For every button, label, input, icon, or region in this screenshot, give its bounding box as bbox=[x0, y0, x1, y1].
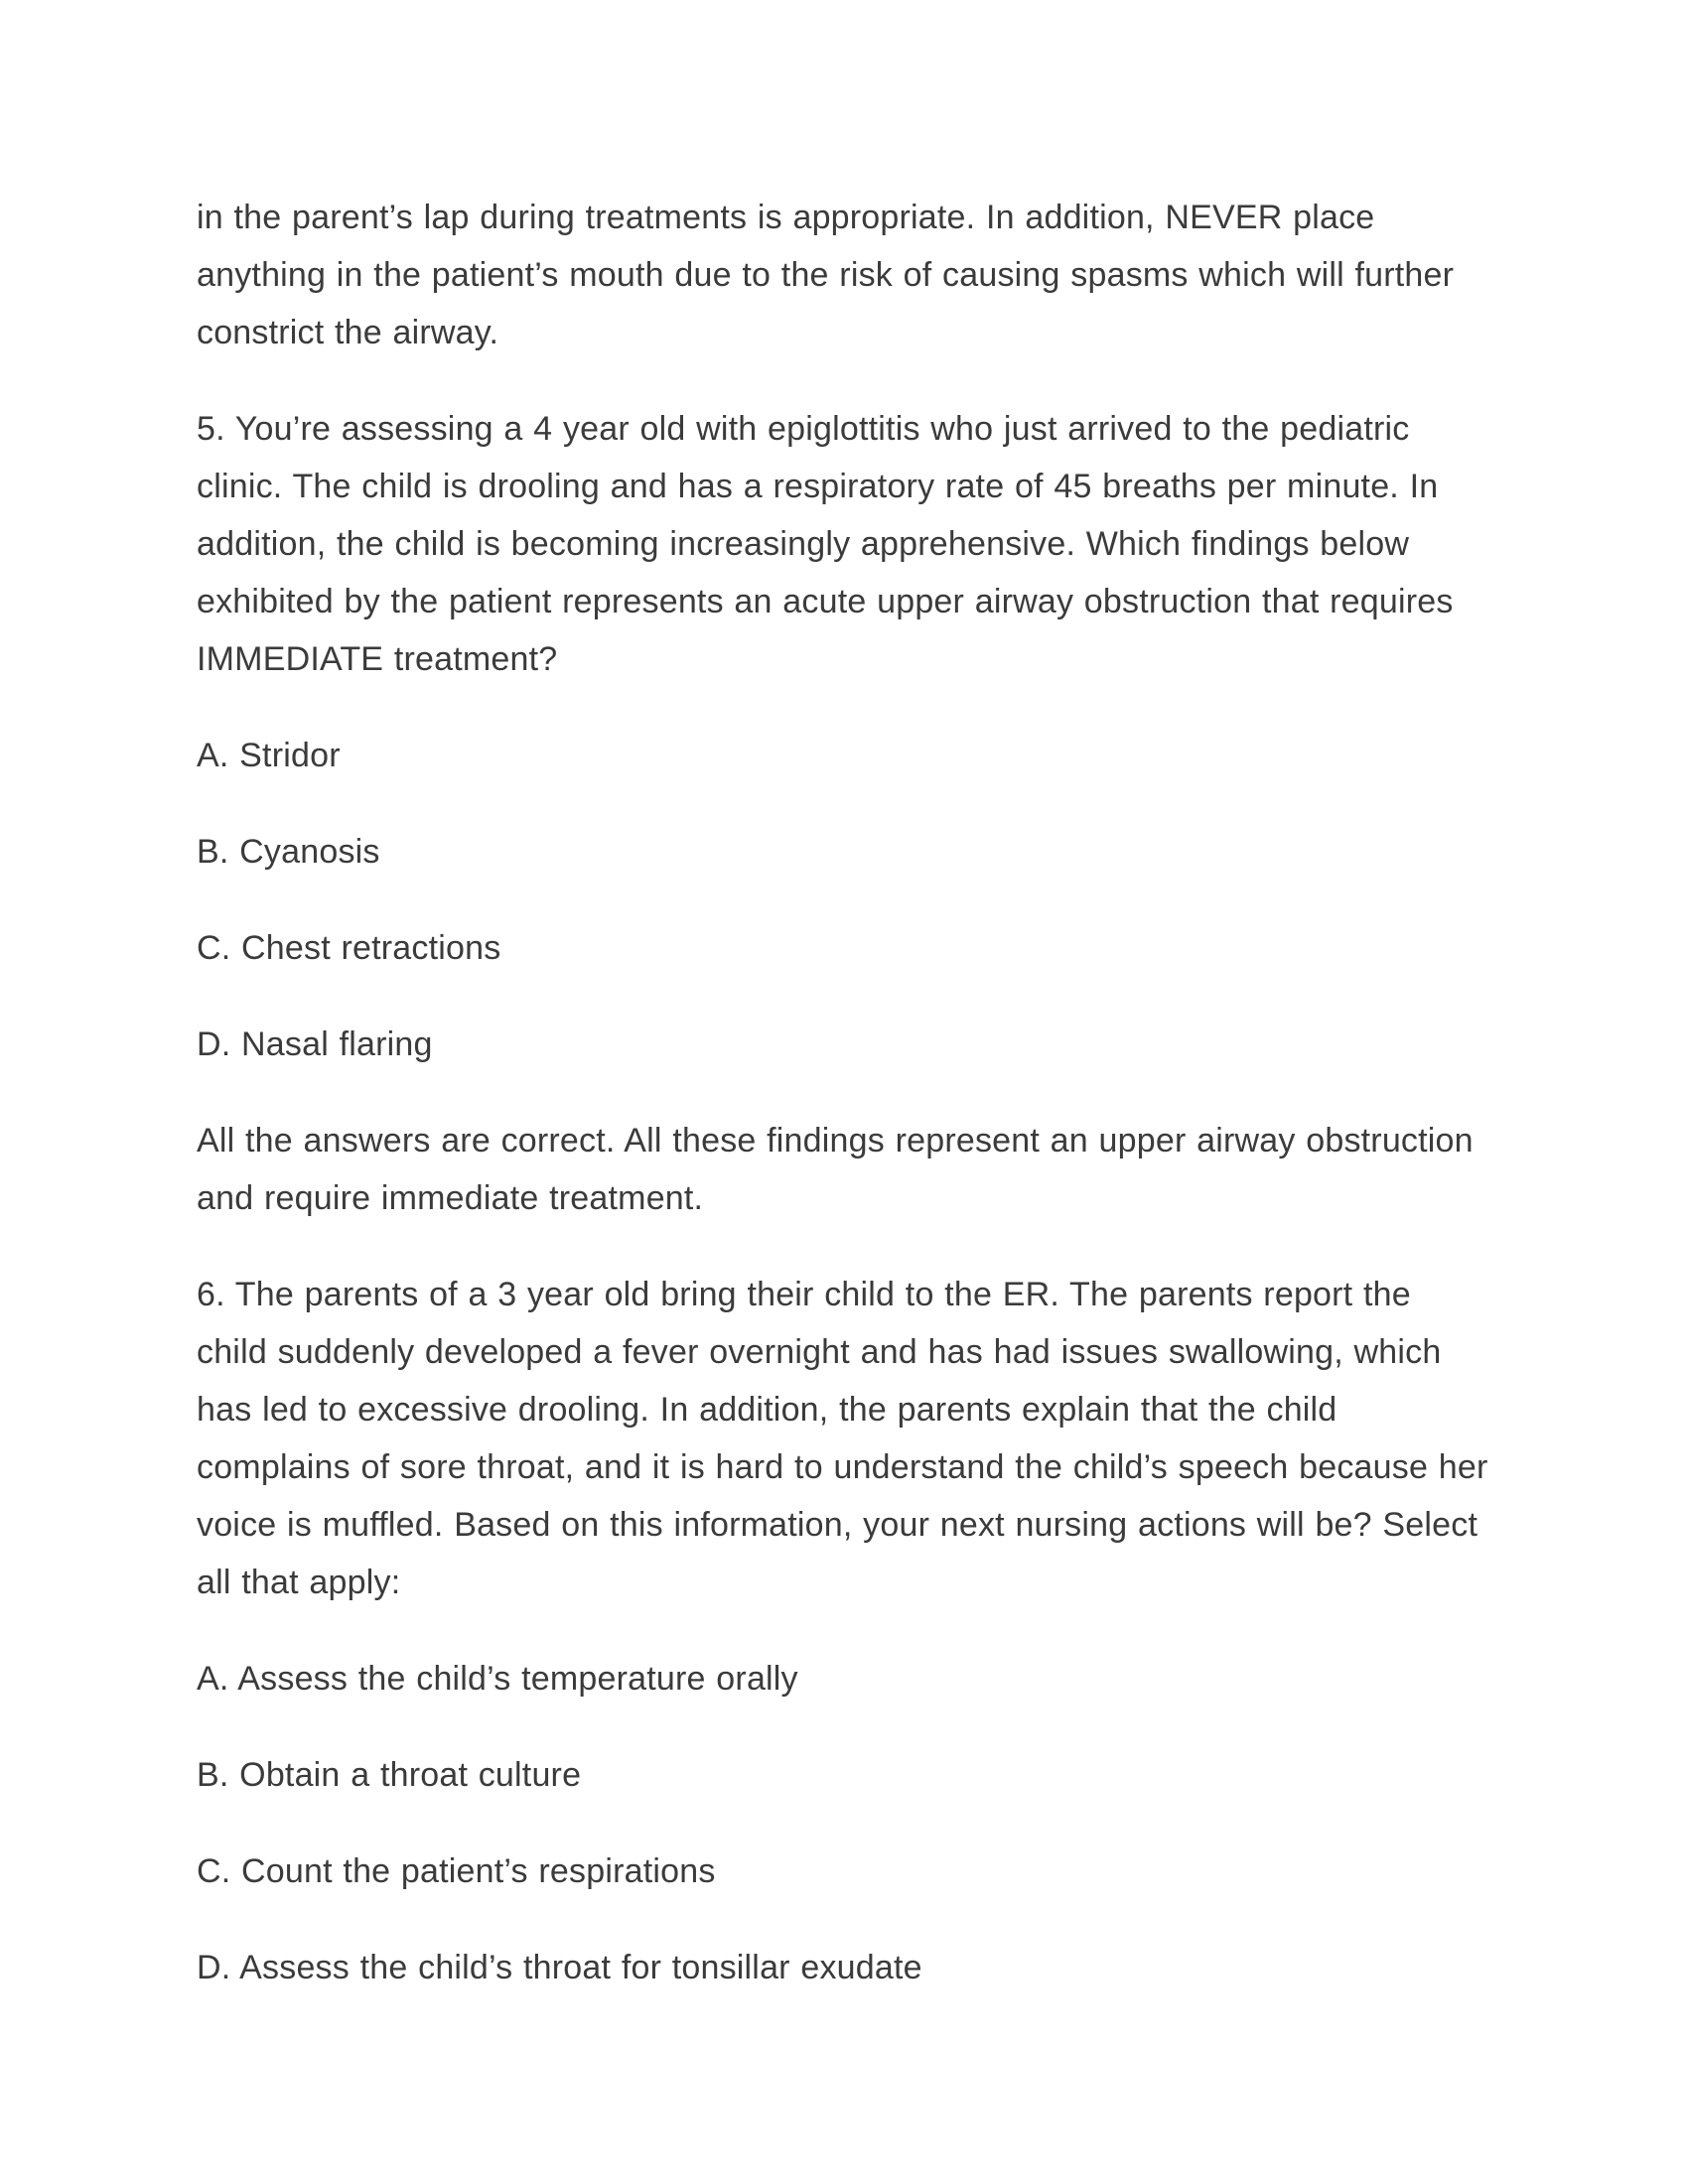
question-5-option-a: A. Stridor bbox=[197, 737, 341, 774]
question-5-option-b: B. Cyanosis bbox=[197, 833, 380, 871]
question-6-option-c: C. Count the patient’s respirations bbox=[197, 1852, 716, 1890]
question-5-option-d: D. Nasal flaring bbox=[197, 1025, 433, 1063]
question-6-option-b: B. Obtain a throat culture bbox=[197, 1756, 582, 1794]
question-5-answer-explanation: All the answers are correct. All these findings represent an upper airway obstruction and require immediate treatment. bbox=[197, 1122, 1474, 1217]
question-6-option-a: A. Assess the child’s temperature orally bbox=[197, 1660, 798, 1698]
question-5-option-c: C. Chest retractions bbox=[197, 929, 501, 967]
question-5-text: 5. You’re assessing a 4 year old with epiglottitis who just arrived to the pediatric clinic. The child is drooling and has a respiratory rate of 45 breaths per minute. In addition, the child is becoming increasingly apprehensive. Which findings below exhibited by the patient represents an acute upper airway obstruction that requires IMMEDIATE treatment? bbox=[197, 410, 1454, 678]
question-6-option-d: D. Assess the child’s throat for tonsillar exudate bbox=[197, 1949, 922, 1986]
paragraph-airway-continuation: in the parent’s lap during treatments is appropriate. In addition, NEVER place anything in the patient’s mouth due to the risk of causing spasms which will further constrict the airway. bbox=[197, 199, 1455, 351]
question-6-text: 6. The parents of a 3 year old bring their child to the ER. The parents report the child suddenly developed a fever overnight and has had issues swallowing, which has led to excessive drooling. In addition, the parents explain that the child complains of sore throat, and it is hard to understand the child’s speech because her voice is muffled. Based on this information, your next nursing actions will be? Select all that apply: bbox=[197, 1276, 1488, 1601]
